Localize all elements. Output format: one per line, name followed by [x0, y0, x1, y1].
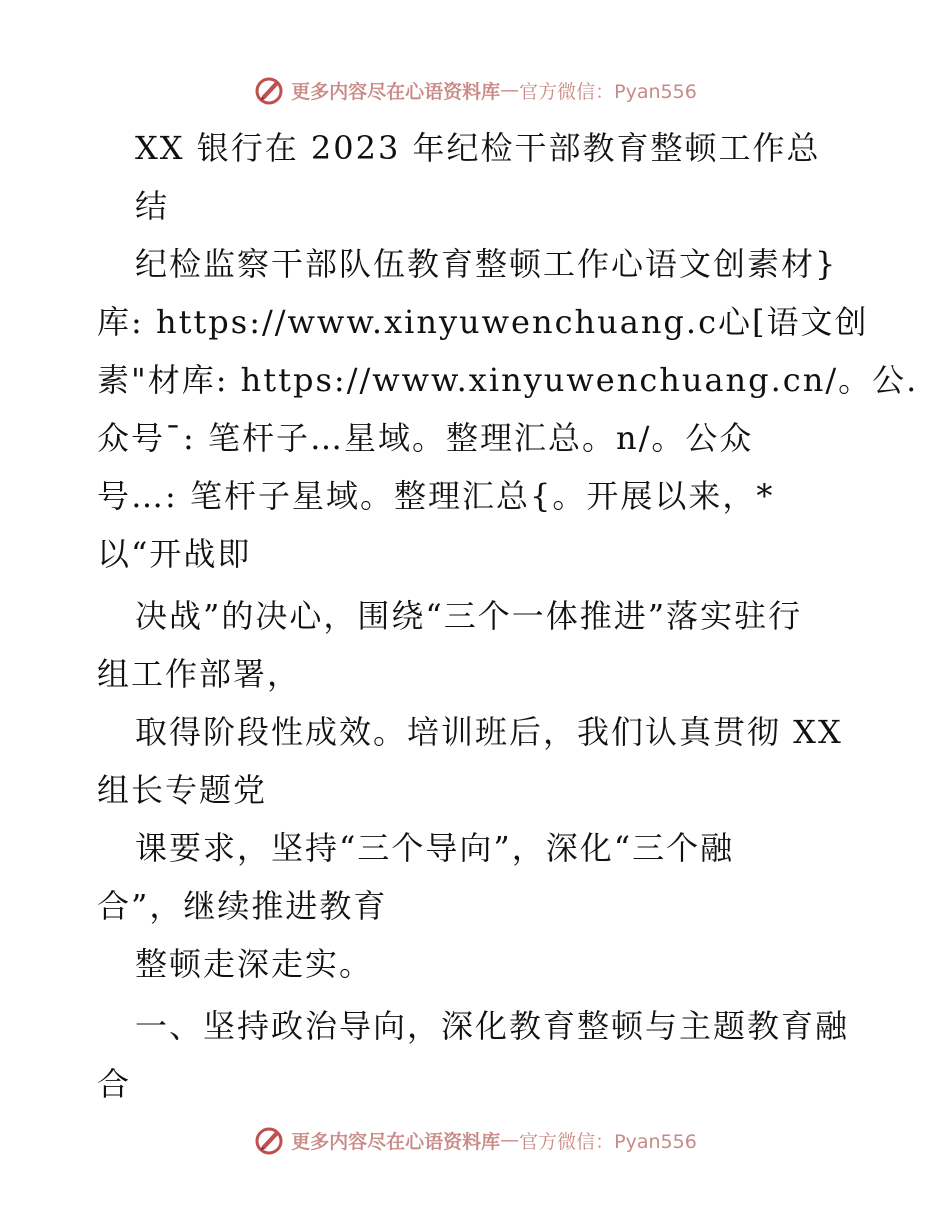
doc-heading-line: 合 [97, 1065, 132, 1103]
doc-paragraph-line: 决战”的决心，围绕“三个一体推进”落实驻行 [135, 597, 803, 635]
pen-circle-logo-icon [253, 1124, 285, 1156]
footer-banner [0, 1120, 950, 1160]
banner-separator: — [500, 1129, 520, 1151]
doc-heading-line: 一、坚持政治导向，深化教育整顿与主题教育融 [135, 1007, 850, 1045]
doc-paragraph-line: 合”，继续推进教育 [97, 887, 388, 925]
banner-separator: — [500, 79, 520, 101]
doc-paragraph-line: 组长专题党 [97, 771, 268, 809]
banner-text: 更多内容尽在心语资料库 [291, 1130, 501, 1153]
doc-paragraph-line: 取得阶段性成效。培训班后，我们认真贯彻 XX [135, 713, 843, 751]
banner-wechat: 官方微信：Pyan556 [519, 80, 697, 103]
doc-paragraph-line: 号…: 笔杆子星域。整理汇总{。开展以来，* [97, 477, 775, 515]
doc-paragraph-line: 整顿走深走实。 [135, 945, 374, 983]
doc-paragraph-line: 素"材库: https://www.xinyuwenchuang.cn/。公. [97, 361, 919, 399]
pen-circle-logo-icon [253, 74, 285, 106]
doc-paragraph-line: 库: https://www.xinyuwenchuang.c心[语文创 [97, 303, 869, 341]
banner-text: 更多内容尽在心语资料库 [291, 80, 501, 103]
doc-paragraph-line: 众号¯: 笔杆子…星域。整理汇总。n/。公众 [97, 419, 754, 457]
doc-paragraph-line: 纪检监察干部队伍教育整顿工作心语文创素材} [135, 245, 838, 283]
doc-paragraph-line: 组工作部署， [97, 655, 302, 693]
banner-wechat: 官方微信：Pyan556 [519, 1130, 697, 1153]
header-banner [0, 70, 950, 110]
doc-paragraph-line: 课要求，坚持“三个导向”，深化“三个融 [135, 829, 735, 867]
doc-title-line: XX 银行在 2023 年纪检干部教育整顿工作总 [135, 129, 821, 167]
doc-paragraph-line: 以“开战即 [97, 535, 252, 573]
doc-title-line: 结 [135, 187, 170, 225]
